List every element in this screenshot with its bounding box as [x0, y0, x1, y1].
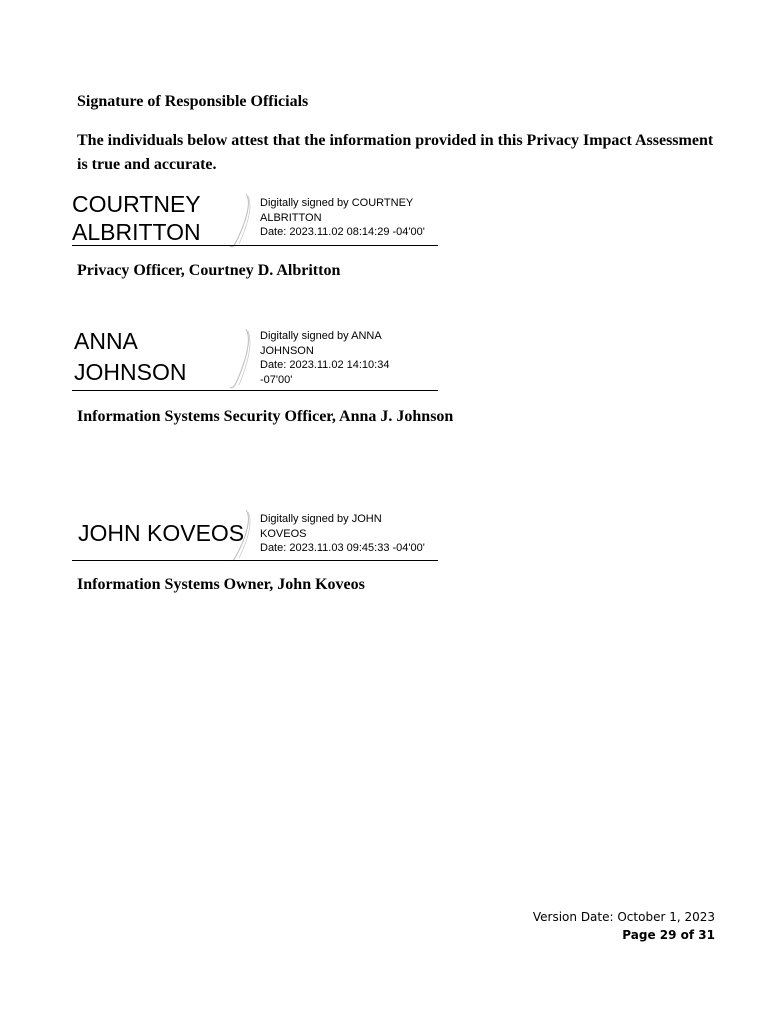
section-heading: Signature of Responsible Officials: [77, 93, 309, 110]
signature-details: [260, 329, 389, 387]
signer-name-line2: ALBRITTON: [72, 219, 201, 245]
signature-details: [260, 512, 425, 556]
signature-date: Date: 2023.11.02 08:14:29 -04'00': [260, 226, 425, 238]
version-date: Version Date: October 1, 2023: [532, 910, 715, 924]
page-footer: [533, 908, 715, 944]
role-title-security-officer: Information Systems Security Officer, Anna J. Johnson: [77, 408, 454, 425]
signature-stroke-icon: [226, 508, 256, 562]
signer-name-line1: ANNA: [74, 328, 138, 354]
signed-by-line1: Digitally signed by ANNA: [260, 330, 382, 342]
signature-details: [260, 196, 425, 240]
signature-block-security-officer[interactable]: [72, 325, 438, 393]
signature-block-system-owner[interactable]: [72, 506, 438, 564]
signer-name-line2: JOHNSON: [74, 359, 187, 385]
signature-line: [72, 560, 438, 561]
signature-date: Date: 2023.11.02 14:10:34: [260, 359, 390, 371]
signed-by-line2: ALBRITTON: [260, 211, 322, 224]
role-title-system-owner: Information Systems Owner, John Koveos: [77, 576, 365, 593]
signer-name-line1: COURTNEY: [72, 191, 201, 217]
page-number: Page 29 of 31: [622, 928, 715, 942]
signer-name-line1: JOHN KOVEOS: [78, 520, 245, 546]
role-title-privacy-officer: Privacy Officer, Courtney D. Albritton: [77, 262, 341, 279]
signed-by-line1: Digitally signed by JOHN: [260, 513, 382, 525]
signed-by-line2: JOHNSON: [260, 344, 314, 357]
attestation-text: The individuals below attest that the information provided in this Privacy Impact Assessment is true and accurate.: [77, 132, 714, 173]
signature-block-privacy-officer[interactable]: [72, 188, 438, 248]
signed-by-line2: KOVEOS: [260, 527, 307, 540]
signature-line: [72, 390, 438, 391]
signed-by-line1: Digitally signed by COURTNEY: [260, 197, 414, 209]
signature-date: Date: 2023.11.03 09:45:33 -04'00': [260, 542, 425, 554]
signature-date-offset: -07'00': [260, 373, 293, 386]
signature-line: [72, 245, 438, 246]
signature-stroke-icon: [226, 327, 256, 389]
signature-stroke-icon: [226, 192, 256, 248]
